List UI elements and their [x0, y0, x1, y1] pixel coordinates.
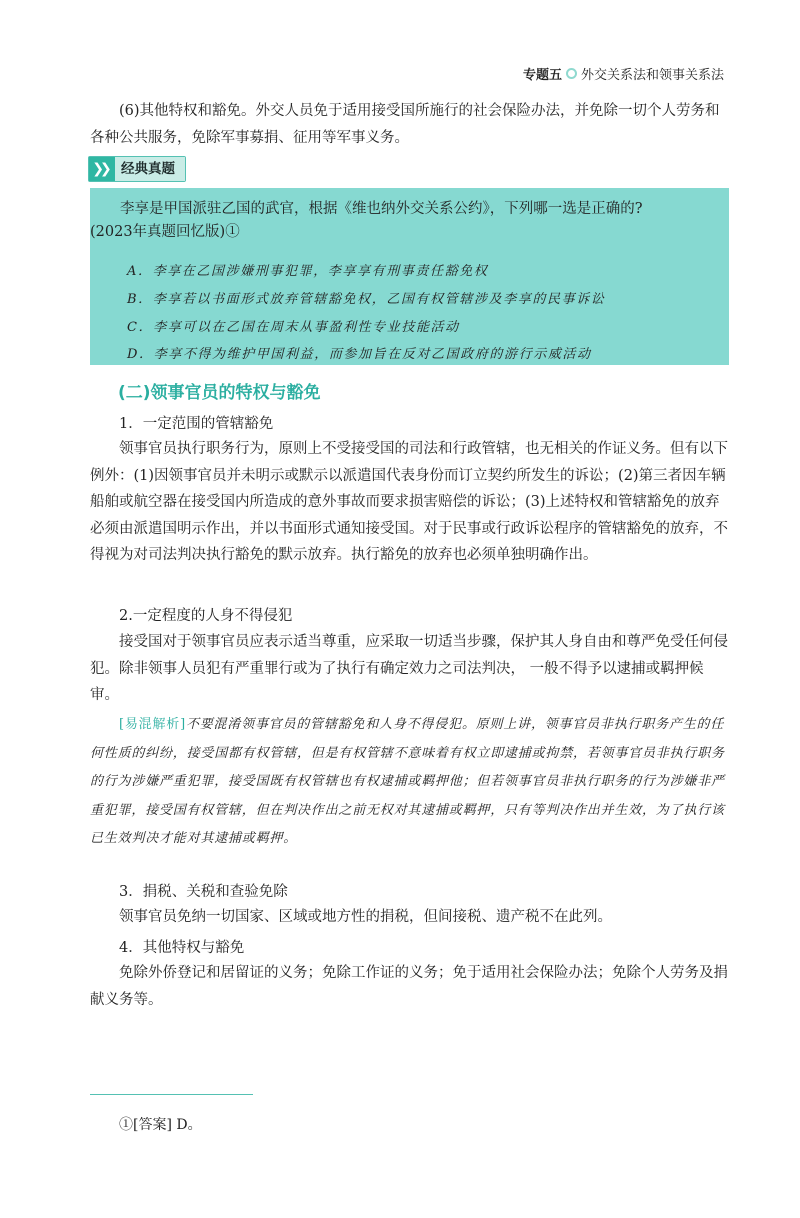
- subsection-2-title: 2.一定程度的人身不得侵犯: [119, 608, 293, 624]
- question-box: [90, 188, 729, 365]
- question-option-a: A．李享在乙国涉嫌刑事犯罪，李享享有刑事责任豁免权: [127, 264, 489, 279]
- question-option-b: B．李享若以书面形式放弃管辖豁免权，乙国有权管辖涉及李享的民事诉讼: [127, 292, 606, 307]
- subsection-4-body: 免除外侨登记和居留证的义务；免除工作证的义务；免于适用社会保险办法；免除个人劳务及捐献义务等。: [90, 965, 728, 1008]
- subsection-4-title: 4．其他特权与豁免: [119, 940, 245, 956]
- header-separator-icon: [566, 68, 577, 79]
- subsection-1-title: 1．一定范围的管辖豁免: [119, 416, 274, 432]
- footnote-divider: [90, 1094, 253, 1095]
- question-stem-line-1: 李享是甲国派驻乙国的武官，根据《维也纳外交关系公约》，下列哪一选是正确的?: [120, 201, 643, 217]
- confusion-note-text: 不要混淆领事官员的管辖豁免和人身不得侵犯。原则上讲，领事官员非执行职务产生的任何性质的纠纷，接受国都有权管辖，但是有权管辖不意味着有权立即逮捕或拘禁，若领事官员非执行职务的行为涉嫌严重犯罪，接受国既有权管辖也有权逮捕或羁押他；但若领事官员非执行职务的行为涉嫌非严重犯罪，接受国有权管辖，但在判决作出之前无权对其逮捕或羁押，只有等判决作出并生效，为了执行该已生效判决才能对其逮捕或羁押。: [90, 717, 725, 846]
- question-option-c: C．李享可以在乙国在周末从事盈利性专业技能活动: [127, 320, 460, 335]
- confusion-note-tag: [易混解析]: [119, 717, 186, 732]
- confusion-note: [90, 711, 730, 854]
- question-option-d: D．李享不得为维护甲国利益，而参加旨在反对乙国政府的游行示威活动: [127, 347, 592, 362]
- intro-paragraph: (6)其他特权和豁免。外交人员免于适用接受国所施行的社会保险办法，并免除一切个人劳务和各种公共服务，免除军事募捐、征用等军事义务。: [90, 103, 720, 146]
- subsection-3-body: 领事官员免纳一切国家、区域或地方性的捐税，但间接税、遗产税不在此列。: [119, 909, 612, 925]
- running-header: [523, 64, 724, 83]
- header-chapter: 专题五: [522, 68, 562, 83]
- classic-question-badge: [88, 156, 186, 182]
- question-stem-line-2: (2023年真题回忆版)①: [90, 224, 240, 240]
- subsection-2-body: 接受国对于领事官员应表示适当尊重，应采取一切适当步骤，保护其人身自由和尊严免受任何侵犯。除非领事人员犯有严重罪行或为了执行有确定效力之司法判决， 一般不得予以逮捕或羁押候审。: [90, 634, 728, 703]
- badge-label: 经典真题: [115, 157, 185, 181]
- double-chevron-icon: ❯❯: [89, 157, 115, 181]
- subsection-3-title: 3．捐税、关税和查验免除: [119, 884, 288, 900]
- question-stem: [90, 198, 710, 244]
- header-subtitle: 外交关系法和领事关系法: [580, 68, 724, 83]
- subsection-1-body: 领事官员执行职务行为，原则上不受接受国的司法和行政管辖，也无相关的作证义务。但有以下例外：(1)因领事官员并未明示或默示以派遣国代表身份而订立契约所发生的诉讼；(2)第三者因车辆船舶或航空器在接受国内所造成的意外事故而要求损害赔偿的诉讼；(3)上述特权和管辖豁免的放弃必须由派遣国明示作出，并以书面形式通知接受国。对于民事或行政诉讼程序的管辖豁免的放弃，不得视为对司法判决执行豁免的默示放弃。执行豁免的放弃也必须单独明确作出。: [90, 441, 728, 563]
- footnote-answer: ①[答案] D。: [119, 1117, 202, 1133]
- section-heading: (二)领事官员的特权与豁免: [118, 383, 321, 403]
